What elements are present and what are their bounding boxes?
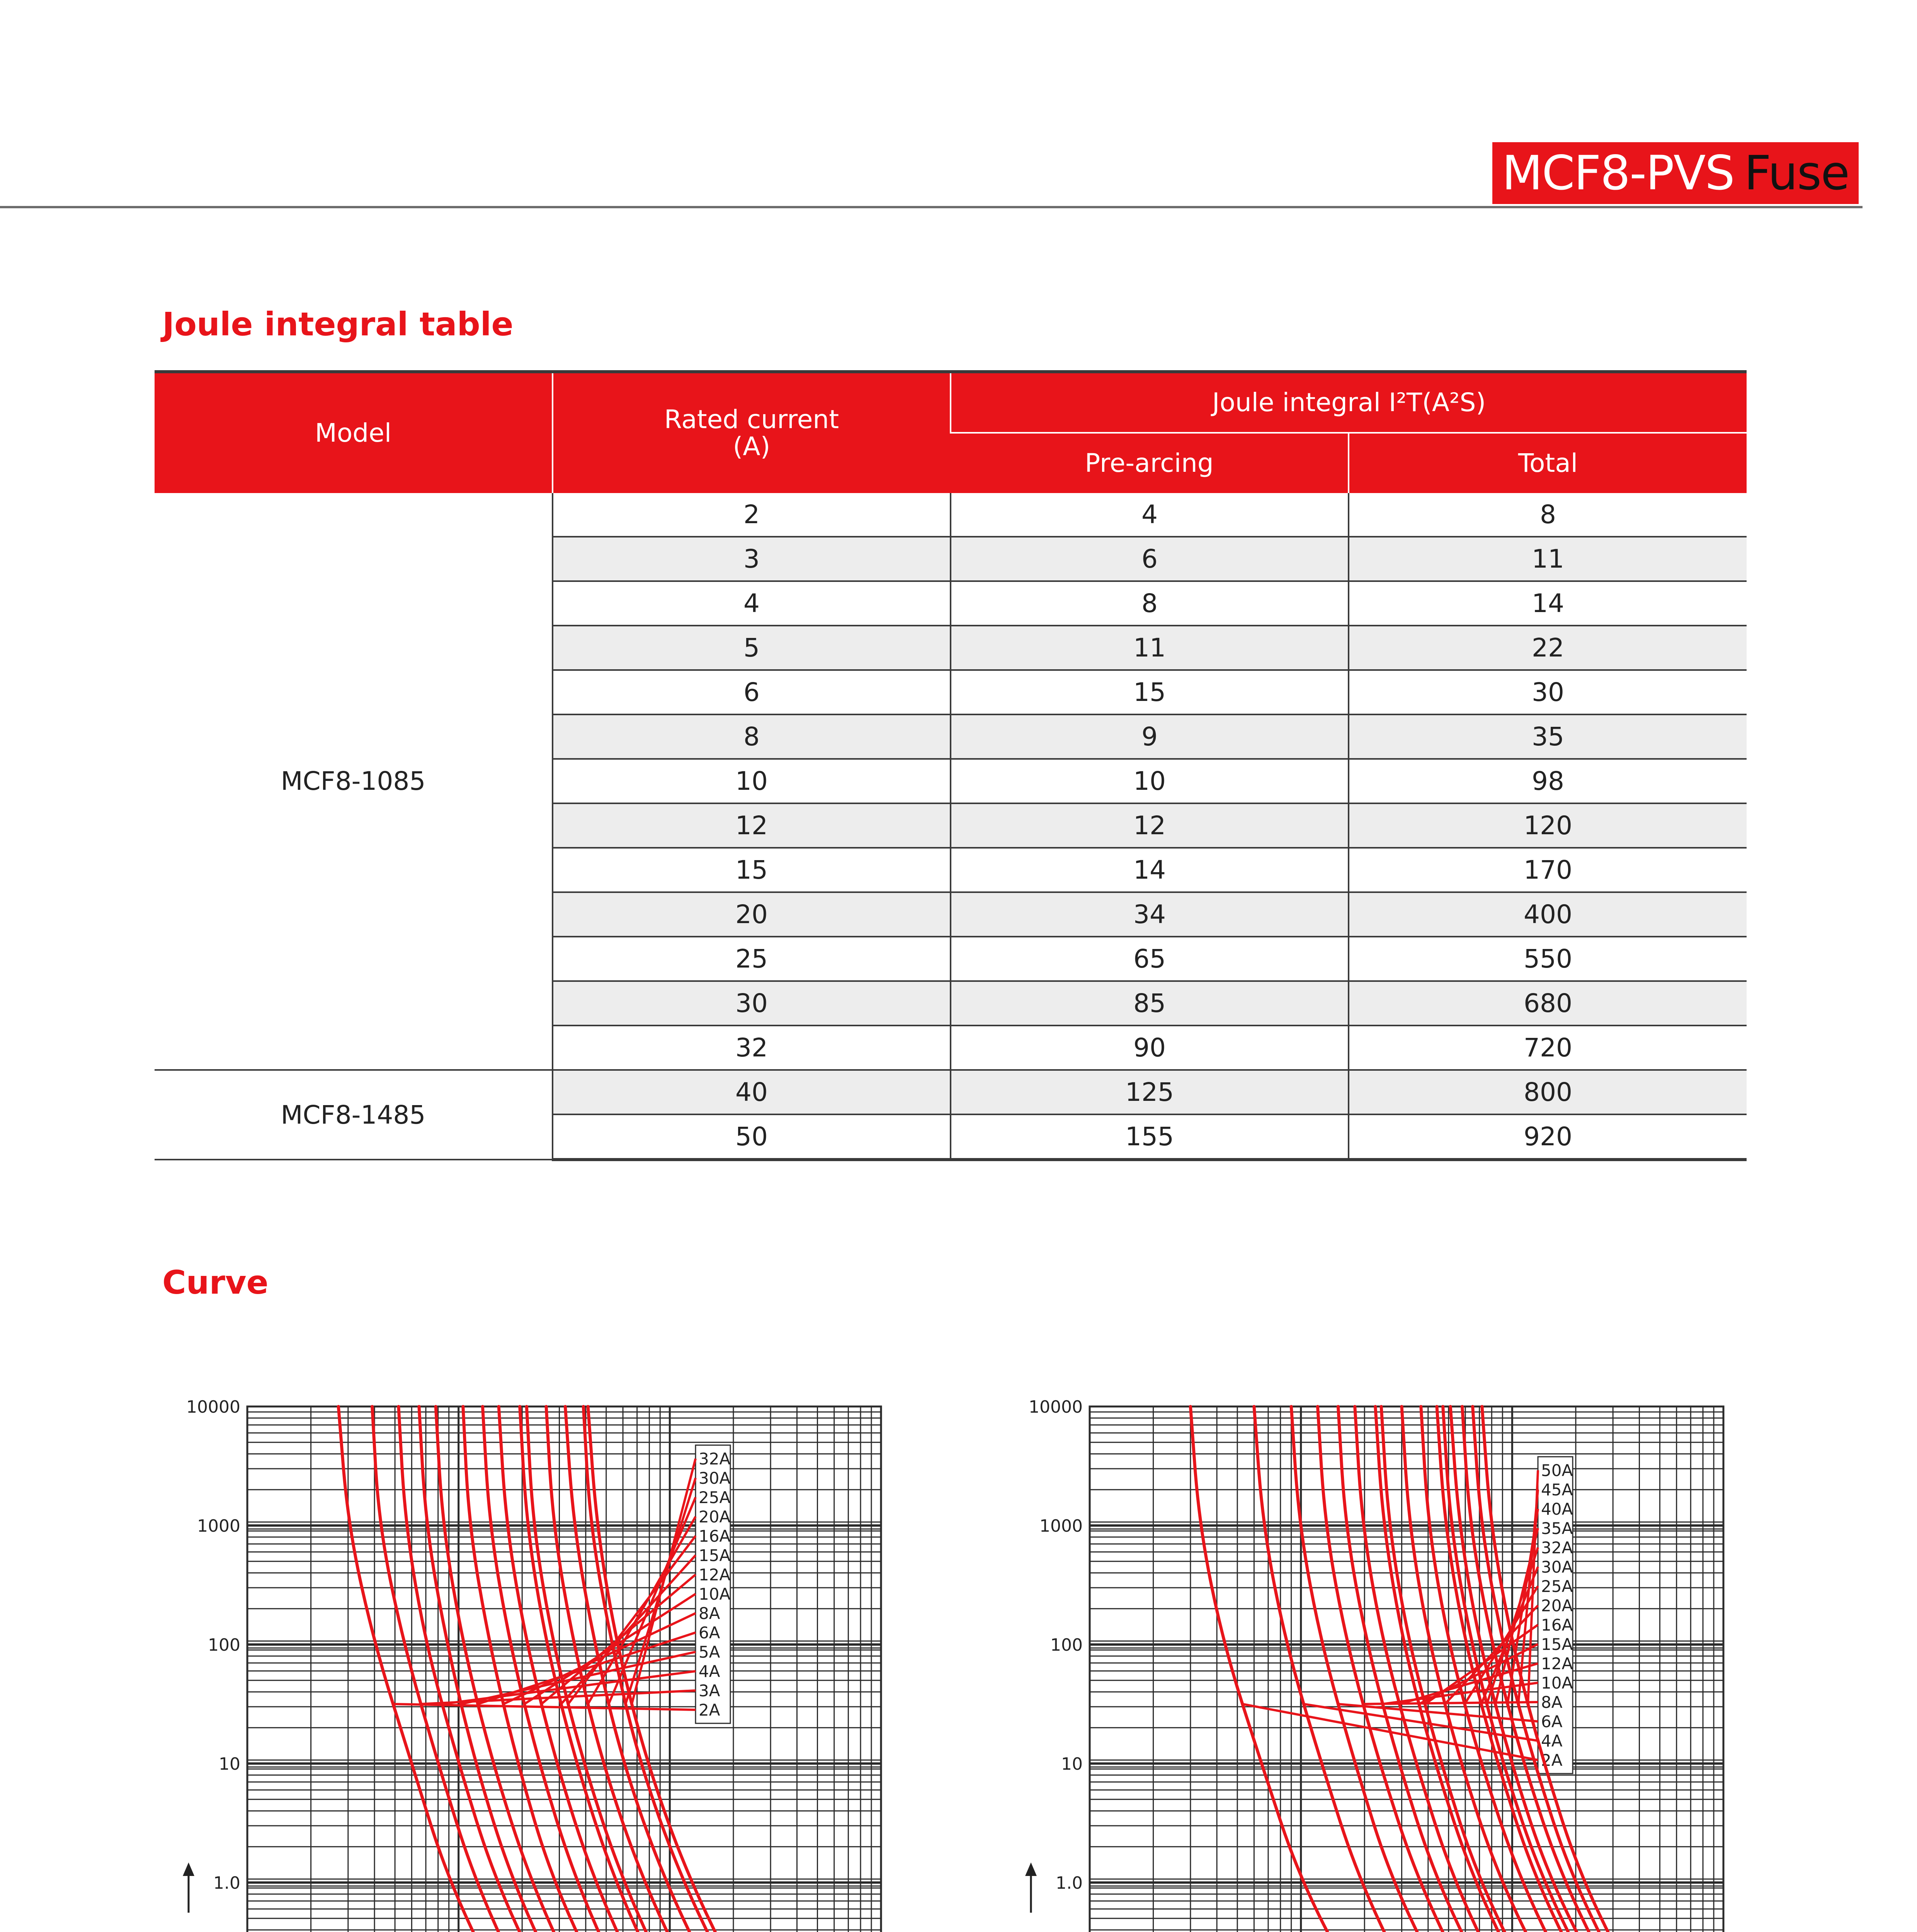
legend-entry: 20A [1541,1596,1573,1615]
legend-entry: 2A [1541,1751,1563,1770]
total-cell: 22 [1349,626,1747,670]
total-cell: 14 [1349,581,1747,626]
chart-grid [247,1406,881,1932]
legend-entry: 16A [699,1527,731,1546]
header-joule-integral: Joule integral I²T(A²S) [951,372,1747,433]
y-tick-label: 1000 [1039,1516,1083,1536]
curve-section-title: Curve [162,1264,269,1301]
y-tick-label: 100 [208,1635,240,1655]
legend-entry: 25A [699,1488,731,1507]
legend-entry: 10A [699,1585,731,1604]
table-row [155,1070,1747,1114]
chart-mcf8-1485 [997,1383,1886,1932]
legend-entry: 30A [699,1469,731,1488]
total-cell: 400 [1349,892,1747,937]
legend-entry: 2A [699,1701,720,1719]
pre-arcing-cell: 34 [951,892,1349,937]
pre-arcing-cell: 15 [951,670,1349,714]
legend-entry: 10A [1541,1673,1573,1692]
legend-entry: 16A [1541,1616,1573,1634]
y-axis-arrow-head [1025,1862,1037,1876]
pre-arcing-cell: 85 [951,981,1349,1026]
legend-entry: 4A [1541,1731,1563,1750]
y-tick-label: 1.0 [1056,1873,1083,1893]
y-tick-label: 10000 [1029,1397,1083,1417]
legend-entry: 45A [1541,1480,1573,1499]
pre-arcing-cell: 11 [951,626,1349,670]
pre-arcing-cell: 65 [951,937,1349,981]
chart-legend [696,1445,730,1723]
legend-entry: 6A [1541,1712,1563,1731]
rated-current-cell: 12 [553,803,951,848]
table-body [155,493,1747,1160]
total-cell: 920 [1349,1114,1747,1160]
model-cell: MCF8-1485 [155,1070,553,1160]
total-cell: 720 [1349,1026,1747,1070]
legend-entry: 32A [1541,1538,1573,1557]
joule-integral-table [155,370,1747,1161]
header-rated-current-label: Rated current [664,405,839,434]
rated-current-cell: 30 [553,981,951,1026]
legend-entry: 3A [699,1681,720,1700]
total-cell: 98 [1349,759,1747,803]
total-cell: 35 [1349,714,1747,759]
total-cell: 8 [1349,493,1747,537]
y-tick-label: 100 [1050,1635,1083,1655]
plot-area [247,1406,881,1932]
pre-arcing-cell: 9 [951,714,1349,759]
pre-arcing-cell: 8 [951,581,1349,626]
product-name: MCF8-PVS [1502,146,1734,201]
chart-legend [1538,1457,1573,1774]
header-model: Model [155,372,553,493]
total-cell: 11 [1349,537,1747,581]
header-rated-current [553,372,951,493]
legend-entry: 20A [699,1507,731,1526]
rated-current-cell: 8 [553,714,951,759]
pre-arcing-cell: 6 [951,537,1349,581]
rated-current-cell: 50 [553,1114,951,1160]
legend-entry: 8A [699,1604,720,1623]
rated-current-cell: 15 [553,848,951,892]
rated-current-cell: 25 [553,937,951,981]
table-row [155,493,1747,537]
rated-current-cell: 40 [553,1070,951,1114]
legend-entry: 4A [699,1662,720,1681]
table-header-row [155,372,1747,433]
pre-arcing-cell: 10 [951,759,1349,803]
rated-current-cell: 10 [553,759,951,803]
joule-section-title: Joule integral table [162,305,514,343]
legend-entry: 8A [1541,1693,1563,1712]
legend-entry: 15A [699,1546,731,1565]
rated-current-cell: 6 [553,670,951,714]
rated-current-cell: 5 [553,626,951,670]
pre-arcing-cell: 90 [951,1026,1349,1070]
legend-entry: 6A [699,1623,720,1642]
legend-entry: 50A [1541,1461,1573,1480]
rated-current-cell: 32 [553,1026,951,1070]
y-tick-label: 10 [219,1754,240,1774]
y-tick-label: 1.0 [213,1873,240,1893]
header-total: Total [1349,433,1747,493]
legend-entry: 15A [1541,1635,1573,1654]
pre-arcing-cell: 4 [951,493,1349,537]
rated-current-cell: 2 [553,493,951,537]
pre-arcing-cell: 155 [951,1114,1349,1160]
y-tick-label: 10 [1061,1754,1083,1774]
legend-entry: 30A [1541,1558,1573,1577]
total-cell: 680 [1349,981,1747,1026]
total-cell: 170 [1349,848,1747,892]
pre-arcing-cell: 14 [951,848,1349,892]
header-rule [0,206,1863,208]
header-pre-arcing: Pre-arcing [951,433,1349,493]
y-tick-label: 10000 [186,1397,240,1417]
total-cell: 550 [1349,937,1747,981]
total-cell: 30 [1349,670,1747,714]
pre-arcing-cell: 12 [951,803,1349,848]
legend-entry: 32A [699,1449,731,1468]
rated-current-cell: 3 [553,537,951,581]
legend-entry: 25A [1541,1577,1573,1596]
y-tick-label: 1000 [197,1516,240,1536]
legend-entry: 12A [699,1565,731,1584]
legend-entry: 35A [1541,1519,1573,1538]
header-rated-current-unit: (A) [733,432,771,461]
pre-arcing-cell: 125 [951,1070,1349,1114]
legend-entry: 5A [699,1643,720,1662]
product-badge [1492,142,1859,204]
total-cell: 800 [1349,1070,1747,1114]
legend-entry: 12A [1541,1654,1573,1673]
product-word: Fuse [1744,146,1849,201]
y-axis-arrow-head [183,1862,194,1876]
rated-current-cell: 4 [553,581,951,626]
rated-current-cell: 20 [553,892,951,937]
model-cell: MCF8-1085 [155,493,553,1070]
chart-mcf8-1085 [155,1383,1043,1932]
total-cell: 120 [1349,803,1747,848]
legend-entry: 40A [1541,1500,1573,1519]
